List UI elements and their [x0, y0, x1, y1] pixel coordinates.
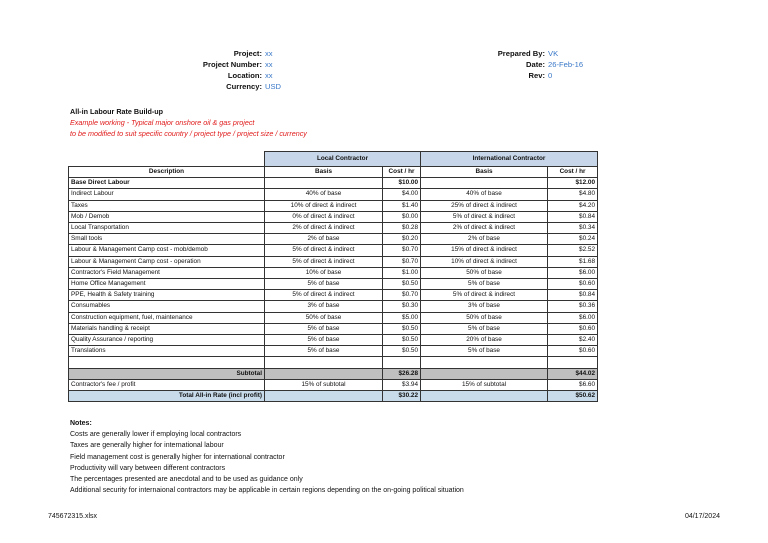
notes-title: Notes: — [70, 420, 92, 427]
international-contractor-header: International Contractor — [421, 152, 598, 167]
local-basis: 40% of base — [265, 189, 383, 200]
empty-cell — [421, 391, 548, 402]
location-value: xx — [265, 71, 273, 80]
local-cost: $0.70 — [383, 245, 421, 256]
empty-cell — [421, 178, 548, 189]
description-header: Description — [69, 167, 265, 178]
note-item: Additional security for internaional contractors may be applicable in certain regions depending on the on-going political situation — [70, 487, 464, 495]
local-cost: $0.50 — [383, 335, 421, 346]
base-intl-cost: $12.00 — [548, 178, 598, 189]
intl-basis: 5% of base — [421, 346, 548, 357]
intl-basis: 3% of base — [421, 301, 548, 312]
title-block — [70, 106, 307, 139]
cost-row — [69, 335, 598, 346]
total-label: Total All-in Rate (incl profit) — [69, 391, 265, 402]
intl-cost: $0.60 — [548, 323, 598, 334]
intl-cost: $0.60 — [548, 279, 598, 290]
note-item: Productivity will vary between different contractors — [70, 464, 226, 472]
fee-description: Contractor's fee / profit — [69, 379, 265, 390]
base-description: Base Direct Labour — [69, 178, 265, 189]
intl-cost: $4.80 — [548, 189, 598, 200]
intl-basis: 5% of direct & indirect — [421, 290, 548, 301]
note-item: Costs are generally lower if employing local contractors — [70, 431, 242, 439]
total-row — [69, 391, 598, 402]
cost-row — [69, 323, 598, 334]
currency-value: USD — [265, 82, 282, 91]
footer-date: 04/17/2024 — [684, 513, 720, 520]
cost-row — [69, 223, 598, 234]
row-description: Home Office Management — [69, 279, 265, 290]
project-number-label: Project Number: — [202, 60, 262, 69]
row-description: Materials handling & receipt — [69, 323, 265, 334]
example-note-1: Example working - Typical major onshore oil & gas project — [70, 118, 255, 127]
cost-row — [69, 200, 598, 211]
intl-basis: 50% of base — [421, 312, 548, 323]
blank-cell — [69, 152, 265, 167]
row-description: Labour & Management Camp cost - operation — [69, 256, 265, 267]
row-description: Translations — [69, 346, 265, 357]
date-value: 26-Feb-16 — [548, 60, 584, 69]
local-basis: 50% of base — [265, 312, 383, 323]
fee-local-basis: 15% of subtotal — [265, 379, 383, 390]
local-cost: $4.00 — [383, 189, 421, 200]
local-cost: $5.00 — [383, 312, 421, 323]
local-cost: $0.28 — [383, 223, 421, 234]
total-local-cost: $30.22 — [383, 391, 421, 402]
local-cost: $0.50 — [383, 279, 421, 290]
cost-row — [69, 245, 598, 256]
row-description: Local Transportation — [69, 223, 265, 234]
intl-cost: $0.24 — [548, 234, 598, 245]
row-description: Indirect Labour — [69, 189, 265, 200]
prepared-by-label: Prepared By: — [497, 49, 545, 58]
intl-basis: 20% of base — [421, 335, 548, 346]
revision-info — [480, 48, 583, 81]
base-local-cost: $10.00 — [383, 178, 421, 189]
project-label: Project: — [233, 49, 262, 58]
local-cost-header: Cost / hr — [383, 167, 421, 178]
total-intl-cost: $50.62 — [548, 391, 598, 402]
currency-label: Currency: — [226, 82, 262, 91]
local-cost: $1.00 — [383, 267, 421, 278]
fee-local-cost: $3.94 — [383, 379, 421, 390]
cost-row — [69, 290, 598, 301]
note-item: The percentages presented are anecdotal and to be used as guidance only — [70, 476, 303, 484]
labour-rate-table — [68, 151, 598, 402]
intl-basis: 5% of base — [421, 323, 548, 334]
intl-cost: $6.00 — [548, 312, 598, 323]
row-description: PPE, Health & Safety training — [69, 290, 265, 301]
local-basis: 10% of direct & indirect — [265, 200, 383, 211]
group-header-row — [69, 152, 598, 167]
cost-row — [69, 312, 598, 323]
empty-cell — [265, 178, 383, 189]
local-basis-header: Basis — [265, 167, 383, 178]
spacer-row — [69, 357, 598, 368]
rev-value: 0 — [548, 71, 553, 80]
cost-row — [69, 346, 598, 357]
intl-cost: $2.52 — [548, 245, 598, 256]
project-number-value: xx — [265, 60, 273, 69]
intl-cost: $0.36 — [548, 301, 598, 312]
intl-basis: 5% of direct & indirect — [421, 211, 548, 222]
local-cost: $0.50 — [383, 323, 421, 334]
intl-cost: $0.34 — [548, 223, 598, 234]
base-labour-row — [69, 178, 598, 189]
column-header-row — [69, 167, 598, 178]
empty-cell — [265, 368, 383, 379]
notes-section — [70, 418, 464, 496]
local-cost: $0.70 — [383, 256, 421, 267]
intl-basis: 2% of base — [421, 234, 548, 245]
project-info — [180, 48, 281, 92]
project-value: xx — [265, 49, 273, 58]
intl-cost: $2.40 — [548, 335, 598, 346]
subtotal-intl-cost: $44.02 — [548, 368, 598, 379]
intl-basis: 10% of direct & indirect — [421, 256, 548, 267]
fee-intl-basis: 15% of subtotal — [421, 379, 548, 390]
local-basis: 5% of direct & indirect — [265, 256, 383, 267]
fee-intl-cost: $6.60 — [548, 379, 598, 390]
location-label: Location: — [227, 71, 262, 80]
subtotal-row — [69, 368, 598, 379]
local-basis: 0% of direct & indirect — [265, 211, 383, 222]
intl-cost: $0.84 — [548, 290, 598, 301]
local-cost: $0.20 — [383, 234, 421, 245]
local-cost: $0.50 — [383, 346, 421, 357]
row-description: Quality Assurance / reporting — [69, 335, 265, 346]
intl-basis: 40% of base — [421, 189, 548, 200]
local-contractor-header: Local Contractor — [265, 152, 421, 167]
local-basis: 2% of direct & indirect — [265, 223, 383, 234]
subtotal-label: Subtotal — [69, 368, 265, 379]
local-basis: 5% of base — [265, 335, 383, 346]
local-basis: 5% of base — [265, 323, 383, 334]
local-cost: $0.00 — [383, 211, 421, 222]
sheet-heading: All-in Labour Rate Build-up — [70, 107, 164, 116]
local-basis: 2% of base — [265, 234, 383, 245]
intl-cost: $0.60 — [548, 346, 598, 357]
fee-row — [69, 379, 598, 390]
intl-basis: 15% of direct & indirect — [421, 245, 548, 256]
empty-cell — [265, 391, 383, 402]
row-description: Taxes — [69, 200, 265, 211]
intl-basis: 25% of direct & indirect — [421, 200, 548, 211]
cost-row — [69, 189, 598, 200]
row-description: Contractor's Field Management — [69, 267, 265, 278]
local-basis: 10% of base — [265, 267, 383, 278]
note-item: Field management cost is generally higher for international contractor — [70, 453, 285, 461]
cost-row — [69, 267, 598, 278]
prepared-by-value: VK — [548, 49, 559, 58]
cost-row — [69, 211, 598, 222]
cost-row — [69, 256, 598, 267]
intl-basis: 2% of direct & indirect — [421, 223, 548, 234]
local-basis: 5% of direct & indirect — [265, 290, 383, 301]
intl-cost-header: Cost / hr — [548, 167, 598, 178]
local-cost: $0.70 — [383, 290, 421, 301]
date-label: Date: — [526, 60, 545, 69]
local-basis: 5% of base — [265, 346, 383, 357]
cost-row — [69, 279, 598, 290]
local-cost: $0.30 — [383, 301, 421, 312]
example-note-2: to be modified to suit specific country / project type / project size / currency — [70, 129, 307, 138]
intl-basis-header: Basis — [421, 167, 548, 178]
local-basis: 3% of base — [265, 301, 383, 312]
intl-cost: $0.84 — [548, 211, 598, 222]
row-description: Small tools — [69, 234, 265, 245]
intl-cost: $1.68 — [548, 256, 598, 267]
cost-row — [69, 301, 598, 312]
subtotal-local-cost: $26.28 — [383, 368, 421, 379]
intl-cost: $4.20 — [548, 200, 598, 211]
row-description: Construction equipment, fuel, maintenance — [69, 312, 265, 323]
intl-basis: 50% of base — [421, 267, 548, 278]
note-item: Taxes are generally higher for international labour — [70, 442, 224, 450]
local-basis: 5% of direct & indirect — [265, 245, 383, 256]
local-cost: $1.40 — [383, 200, 421, 211]
intl-basis: 5% of base — [421, 279, 548, 290]
empty-cell — [421, 368, 548, 379]
rev-label: Rev: — [528, 71, 545, 80]
local-basis: 5% of base — [265, 279, 383, 290]
footer-filename: 745672315.xlsx — [48, 513, 98, 520]
intl-cost: $6.00 — [548, 267, 598, 278]
cost-row — [69, 234, 598, 245]
row-description: Mob / Demob — [69, 211, 265, 222]
row-description: Labour & Management Camp cost - mob/demob — [69, 245, 265, 256]
row-description: Consumables — [69, 301, 265, 312]
